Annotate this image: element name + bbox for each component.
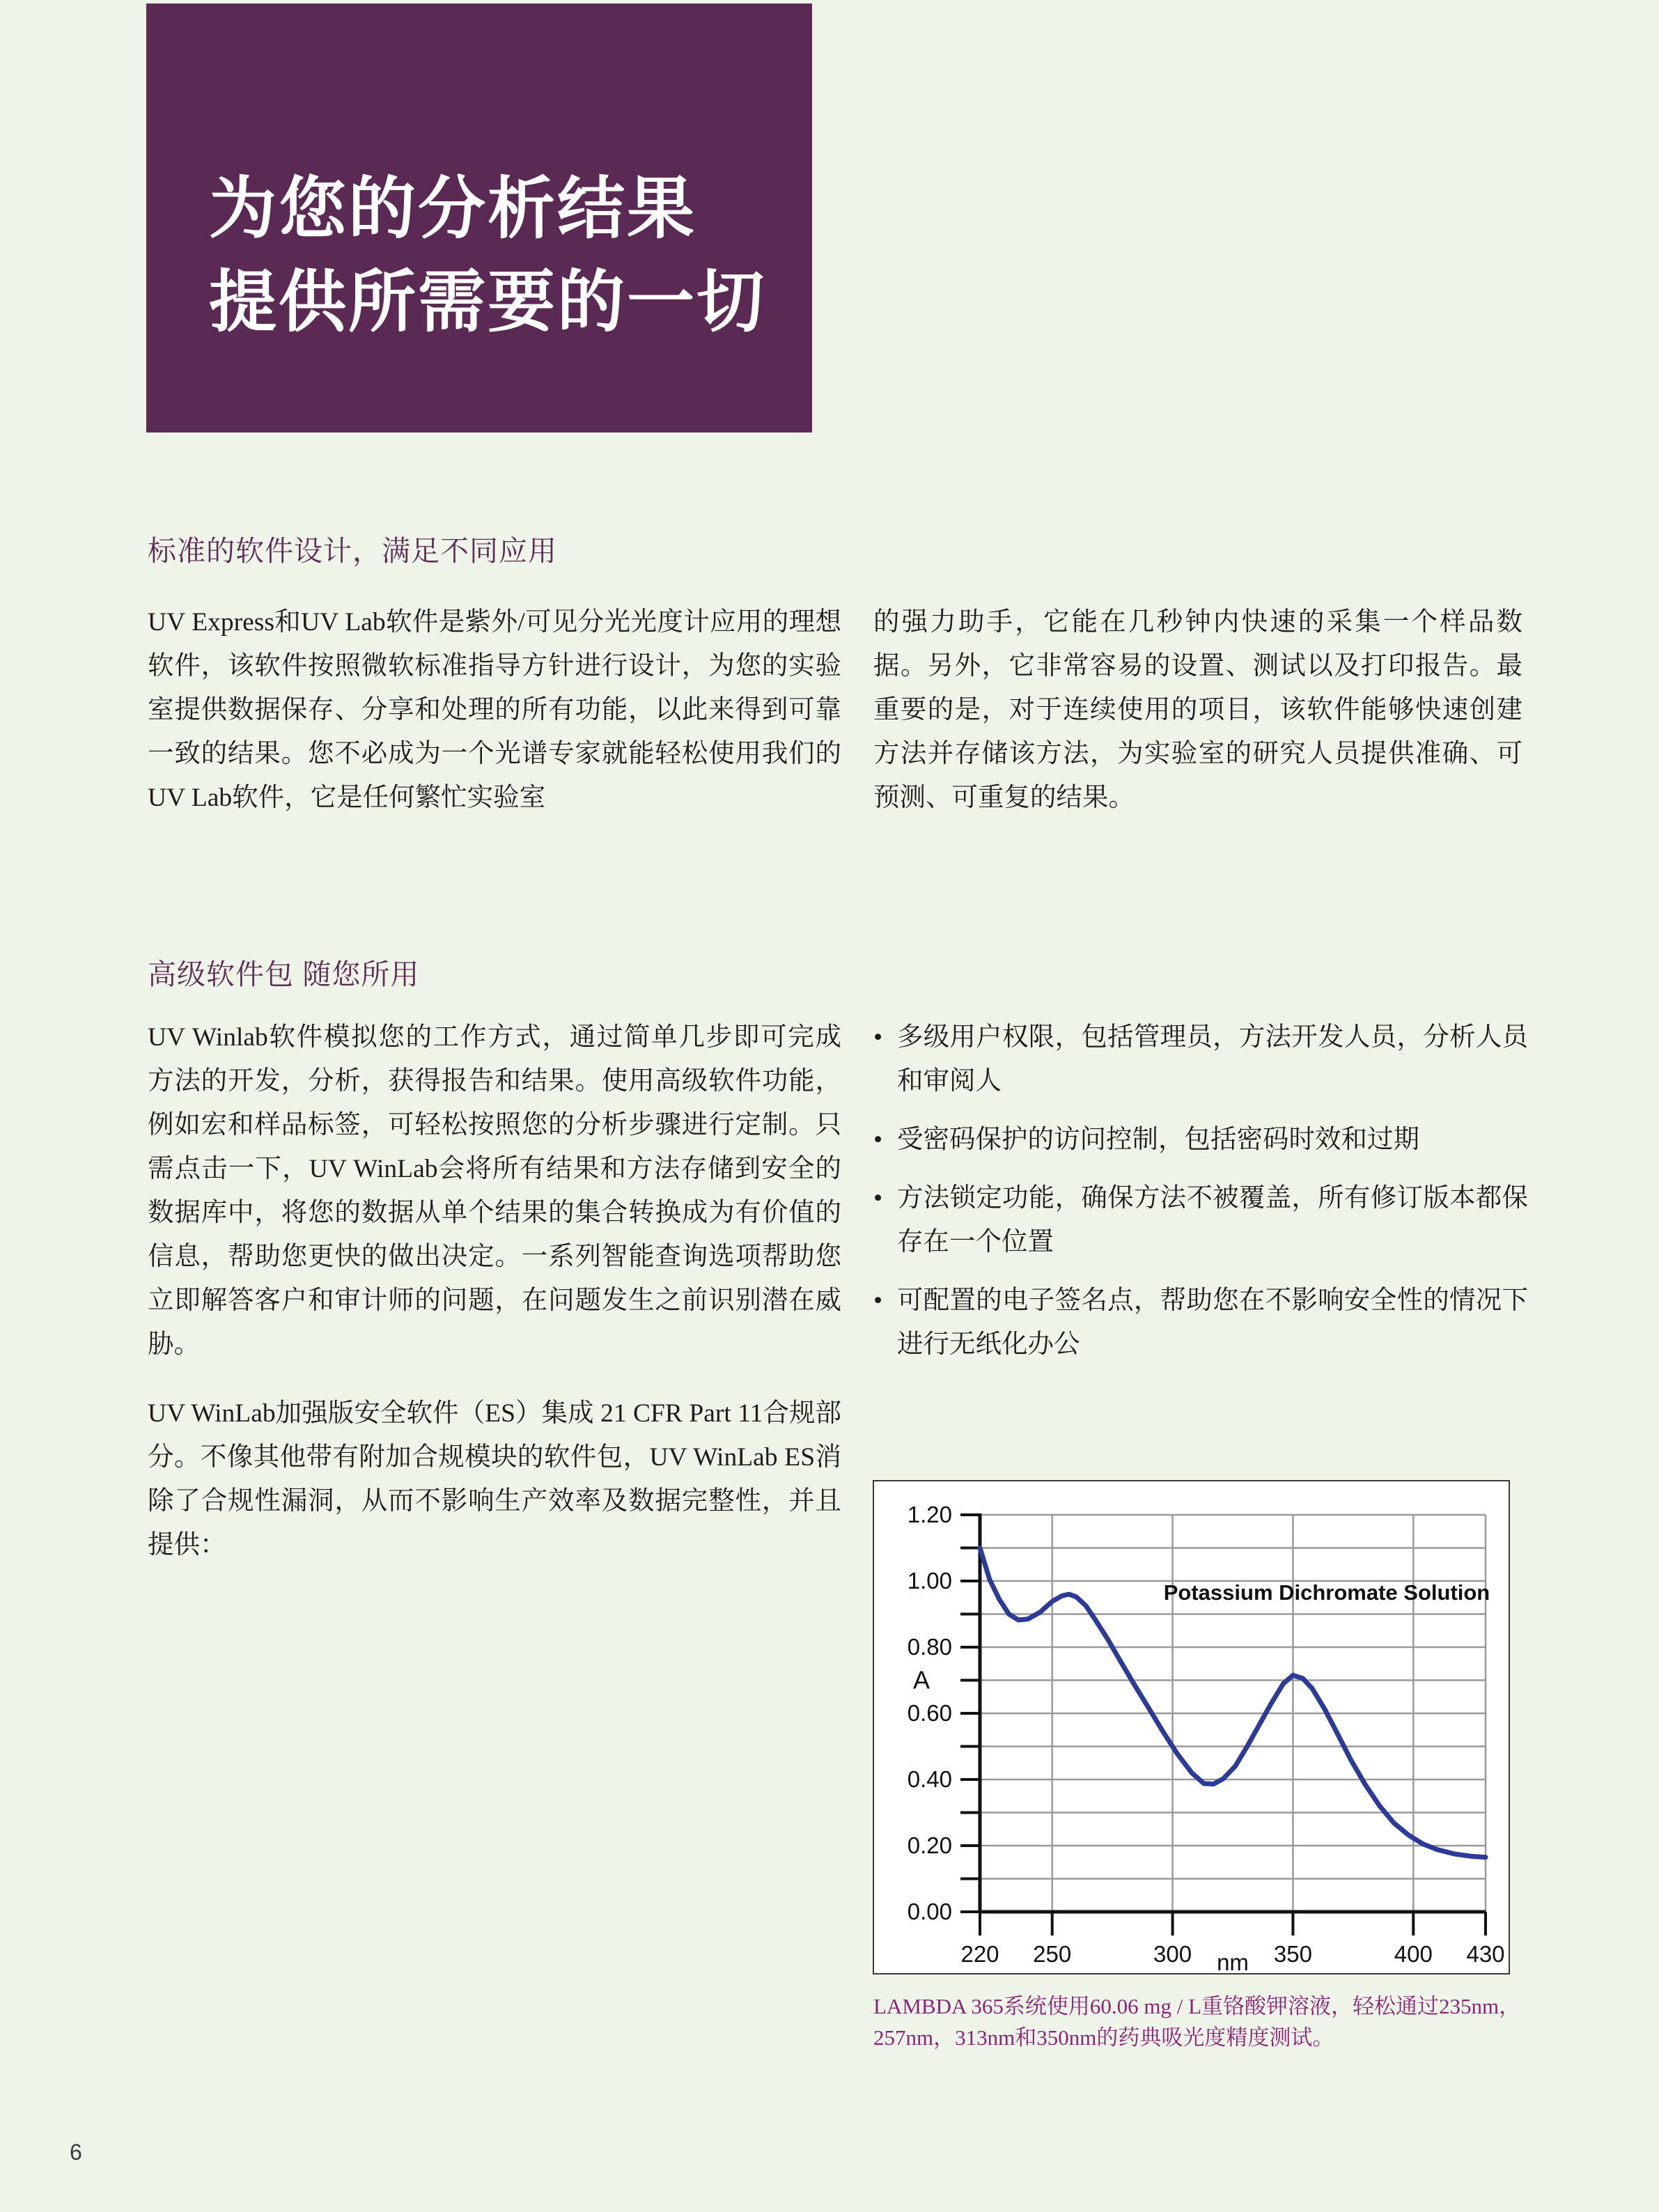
svg-text:0.00: 0.00 <box>907 1899 952 1924</box>
bullet-icon: • <box>873 1184 883 1213</box>
bullet-text: 多级用户权限，包括管理员，方法开发人员，分析人员和审阅人 <box>897 1023 1528 1096</box>
hero-banner <box>146 3 812 433</box>
hero-title-line2: 提供所需要的一切 <box>209 264 766 340</box>
line-chart <box>874 1481 1509 1973</box>
section1-right-paragraph: 的强力助手，它能在几秒钟内快速的采集一个样品数据。另外，它非常容易的设置、测试以及打印报告。最重要的是，对于连续使用的项目，该软件能够快速创建方法并存储该方法，为实验室的研究人员提供准确、可预测、可重复的结果。 <box>873 608 1522 812</box>
hero-title-line1: 为您的分析结果 <box>209 171 696 247</box>
bullet-icon: • <box>873 1286 883 1315</box>
svg-text:0.40: 0.40 <box>907 1766 952 1792</box>
svg-text:400: 400 <box>1394 1941 1433 1967</box>
figure-caption: LAMBDA 365系统使用60.06 mg / L重铬酸钾溶液，轻松通过235nm，257nm，313nm和350nm的药典吸光度精度测试。 <box>873 1994 1521 2050</box>
svg-text:350: 350 <box>1273 1941 1312 1967</box>
bullet-icon: • <box>873 1023 883 1052</box>
section1-heading: 标准的软件设计，满足不同应用 <box>148 535 557 567</box>
bullet-text: 方法锁定功能，确保方法不被覆盖，所有修订版本都保存在一个位置 <box>897 1184 1528 1256</box>
svg-text:0.20: 0.20 <box>907 1832 952 1858</box>
svg-text:300: 300 <box>1153 1941 1192 1967</box>
list-item <box>873 1279 1528 1366</box>
section2-heading: 高级软件包 随您所用 <box>148 958 420 990</box>
svg-text:A: A <box>912 1665 930 1695</box>
bullet-icon: • <box>873 1126 883 1154</box>
hero-title <box>209 162 766 349</box>
list-item <box>873 1118 1528 1162</box>
svg-text:1.00: 1.00 <box>907 1568 952 1594</box>
svg-text:220: 220 <box>960 1941 999 1967</box>
absorbance-spectrum-chart <box>873 1480 1510 1975</box>
page-number: 6 <box>70 2140 82 2165</box>
svg-text:0.80: 0.80 <box>907 1634 952 1660</box>
section2-paragraph2: UV WinLab加强版安全软件（ES）集成 21 CFR Part 11合规部分。不像其他带有附加合规模块的软件包，UV WinLab ES消除了合规性漏洞，从而不影响生产效率及数据完整性，并且提供： <box>148 1399 841 1559</box>
list-item <box>873 1015 1528 1103</box>
svg-text:nm: nm <box>1217 1949 1249 1973</box>
bullet-text: 可配置的电子签名点，帮助您在不影响安全性的情况下进行无纸化办公 <box>897 1286 1528 1359</box>
section1-left-paragraph: UV Express和UV Lab软件是紫外/可见分光光度计应用的理想软件，该软件按照微软标准指导方针进行设计，为您的实验室提供数据保存、分享和处理的所有功能，以此来得到可靠一致的结果。您不必成为一个光谱专家就能轻松使用我们的UV Lab软件，它是任何繁忙实验室 <box>148 608 841 812</box>
section2-paragraph1: UV Winlab软件模拟您的工作方式，通过简单几步即可完成方法的开发，分析，获得报告和结果。使用高级软件功能，例如宏和样品标签，可轻松按照您的分析步骤进行定制。只需点击一下，UV WinLab会将所有结果和方法存储到安全的数据库中，将您的数据从单个结果的集合转换成为有价值的信息，帮助您更快的做出决定。一系列智能查询选项帮助您立即解答客户和审计师的问题，在问题发生之前识别潜在威胁。 <box>148 1023 841 1359</box>
svg-text:1.20: 1.20 <box>907 1502 952 1527</box>
svg-text:0.60: 0.60 <box>907 1700 952 1726</box>
svg-text:430: 430 <box>1466 1941 1505 1967</box>
bullet-text: 受密码保护的访问控制，包括密码时效和过期 <box>897 1126 1419 1154</box>
feature-bullet-list <box>873 1015 1528 1381</box>
svg-text:250: 250 <box>1033 1941 1072 1967</box>
svg-text:Potassium Dichromate Solution: Potassium Dichromate Solution <box>1163 1580 1490 1605</box>
list-item <box>873 1176 1528 1264</box>
